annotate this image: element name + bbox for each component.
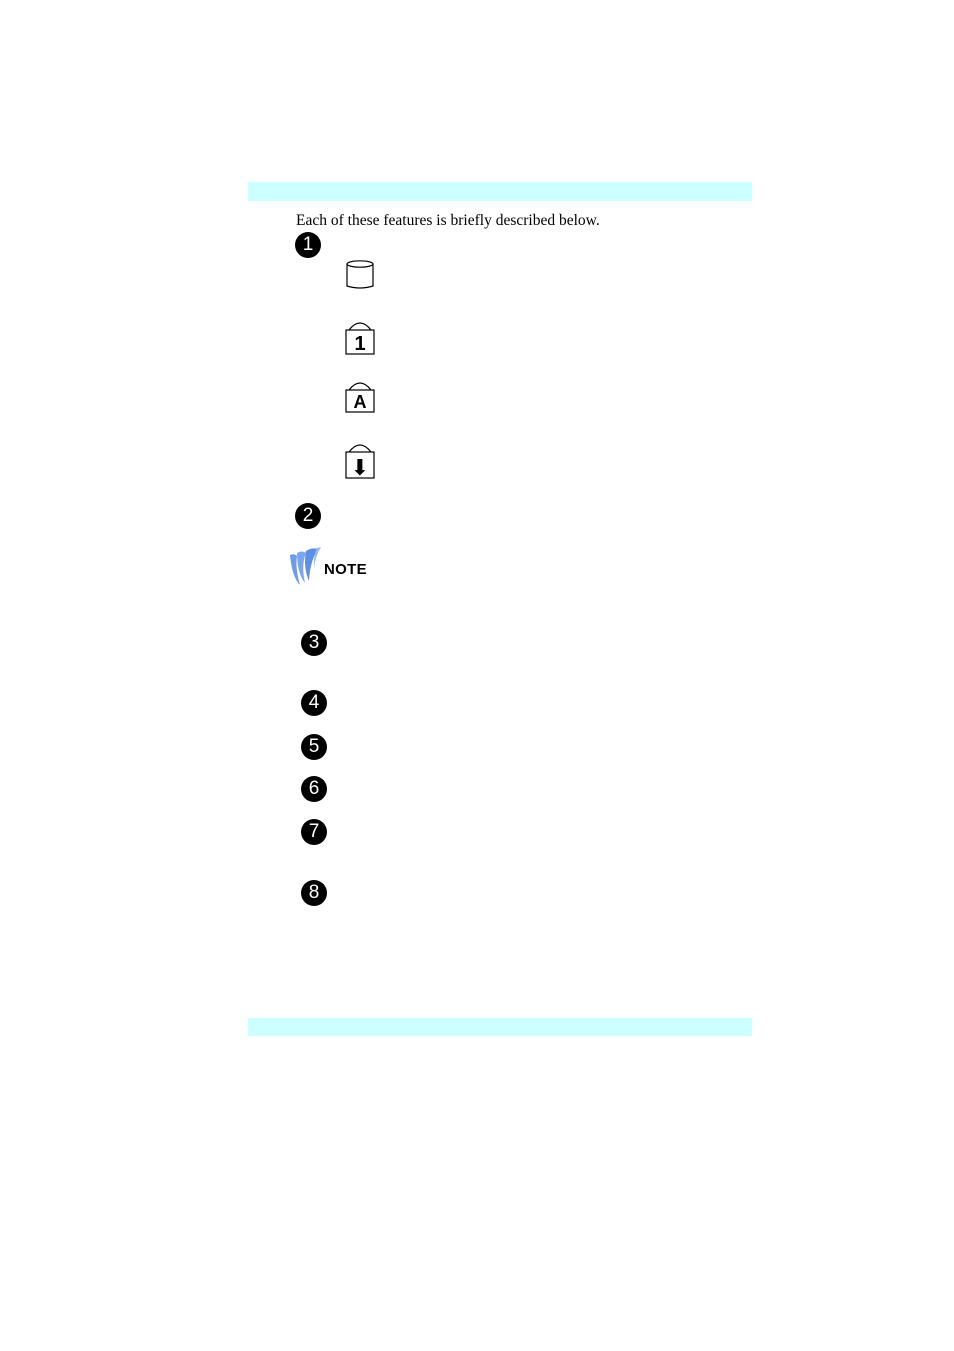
num-lock-glyph: 1	[354, 333, 366, 355]
scroll-lock-icon	[344, 440, 376, 480]
callout-7: 7	[301, 819, 327, 845]
note-icon	[288, 547, 324, 589]
callout-6: 6	[301, 776, 327, 802]
header-band	[248, 182, 752, 201]
callout-4: 4	[301, 690, 327, 716]
num-lock-icon	[344, 318, 376, 358]
caps-lock-glyph: A	[353, 392, 367, 412]
note-label: NOTE	[324, 561, 367, 578]
intro-text: Each of these features is briefly described below.	[296, 212, 600, 229]
callout-3: 3	[301, 630, 327, 656]
callout-1: 1	[295, 232, 321, 258]
footer-band	[248, 1018, 752, 1036]
callout-5: 5	[301, 734, 327, 760]
callout-8: 8	[301, 880, 327, 906]
scroll-lock-glyph: ⬇	[350, 456, 370, 480]
media-activity-icon	[344, 258, 376, 292]
caps-lock-icon	[344, 378, 376, 416]
callout-2: 2	[295, 503, 321, 529]
